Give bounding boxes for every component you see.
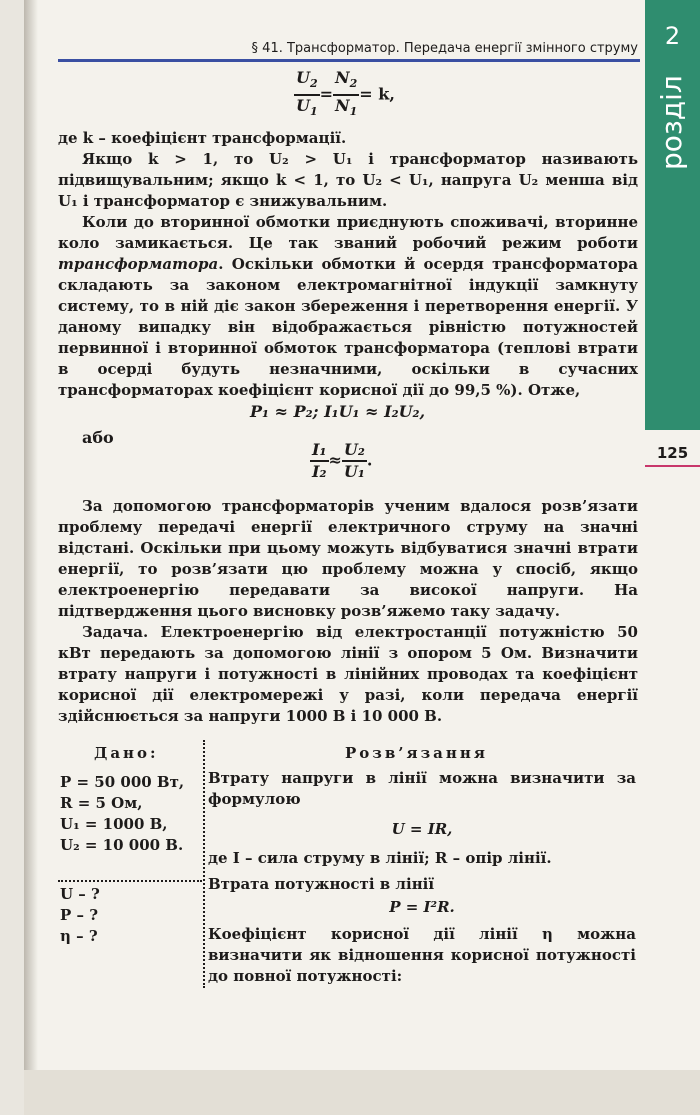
solution-formula-ohm: U = IR, [391,820,453,838]
fraction-u2-u1: $\frac{U_2}{U_1}$ [296,68,318,119]
solution-step-efficiency: Коефіцієнт корисної дії лінії η можна визначити як відношення корисної потужності до повної потужності: [208,925,636,985]
or-word: або [82,428,114,447]
page-number-rule [645,465,700,467]
given-item: U₁ = 1000 В, [60,815,168,833]
paragraph-step-up-down: Якщо k > 1, то U₂ > U₁ і трансформатор називають підвищувальним; якщо k < 1, то U₂ < U₁, напруга U₂ менша від U₁ і трансформатор є знижувальним. [58,150,638,210]
power-equality-formula: P₁ ≈ P₂; I₁U₁ ≈ I₂U₂, [250,402,426,421]
section-tab-label: розділ [655,75,688,171]
solution-formula-power: P = I²R. [389,898,455,916]
unknown-item: U – ? [60,885,100,903]
page-binding-shadow [24,0,38,1070]
paragraph-task: Задача. Електроенергію від електростанції потужністю 50 кВт передають за допомогою лінії з опором 5 Ом. Визначити втрату напруги і потужності в лінійних проводах та коефіцієнт корисної дії електромережі у разі, коли передача енергії здійснюється за напруги 1000 В і 10 000 В. [58,623,638,725]
given-list [60,772,184,856]
column-divider [203,740,205,988]
section-tab-number: 2 [664,22,681,50]
unknown-item: η – ? [60,927,98,945]
given-item: U₂ = 10 000 В. [60,836,184,854]
fraction-i1-i2: $\frac{\text{I₁}}{\text{I₂}}$ [312,440,327,481]
fraction-n2-n1: $\frac{N_2}{N_1}$ [335,68,358,119]
given-title: Дано: [94,744,159,762]
ratio-formula: $\frac{U_2}{U_1}$ = $\frac{N_2}{N_1}$ = k, [294,68,395,122]
paragraph-working-mode: Коли до вторинної обмотки приєднують споживачі, вторинне коло замикається. Це так званий робочий режим роботи трансформатора. Оскільки обмотки й осердя трансформатора складають за законом електромагнітної індукції замкнуту систему, то в ній діє закон збереження і перетворення енергії. У даному випадку він відображається рівністю потужностей первинної і вторинної обмоток трансформатора (теплові втрати в осерді будуть незначними, оскільки в сучасних трансформаторах коефіцієнт корисної дії до 99,5 %). Отже, [58,213,638,399]
solution-step-definitions: де I – сила струму в лінії; R – опір лінії. [208,849,552,867]
running-title: § 41. Трансформатор. Передача енергії змінного струму [251,41,638,56]
page-bottom-margin [24,1070,700,1115]
given-item: R = 5 Ом, [60,794,143,812]
solution-step-power-loss: Втрата потужності в лінії [208,875,435,893]
task-label: Задача. [82,623,149,641]
current-voltage-ratio-formula: $\frac{\text{I₁}}{\text{I₂}}$ ≈ $\frac{\text{U₂}}{\text{U₁}}$ . [312,440,373,481]
page-number: 125 [656,444,689,462]
given-item: P = 50 000 Вт, [60,773,185,791]
unknowns-list [60,884,100,947]
header-rule [58,59,640,62]
section-tab [645,0,700,430]
unknown-item: P – ? [60,906,99,924]
given-divider [58,880,202,882]
problem-solution-block [58,740,638,990]
solution-title: Розв’язання [345,744,488,762]
solution-step-voltage: Втрату напруги в лінії можна визначити за формулою [208,769,636,808]
fraction-u2-u1-second: $\frac{\text{U₂}}{\text{U₁}}$ [343,440,365,481]
paragraph-k-definition: де k – коефіцієнт трансформації. [58,129,347,147]
paragraph-energy-transmission: За допомогою трансформаторів ученим вдалося розв’язати проблему передачі енергії електричного струму на значні відстані. Оскільки при цьому можуть відбуватися значні втрати енергії, то розв’язати цю проблему можна у спосіб, якщо електроенергію передавати за високої напруги. На підтвердження цього висновку розв’яжемо таку задачу. [58,497,638,620]
